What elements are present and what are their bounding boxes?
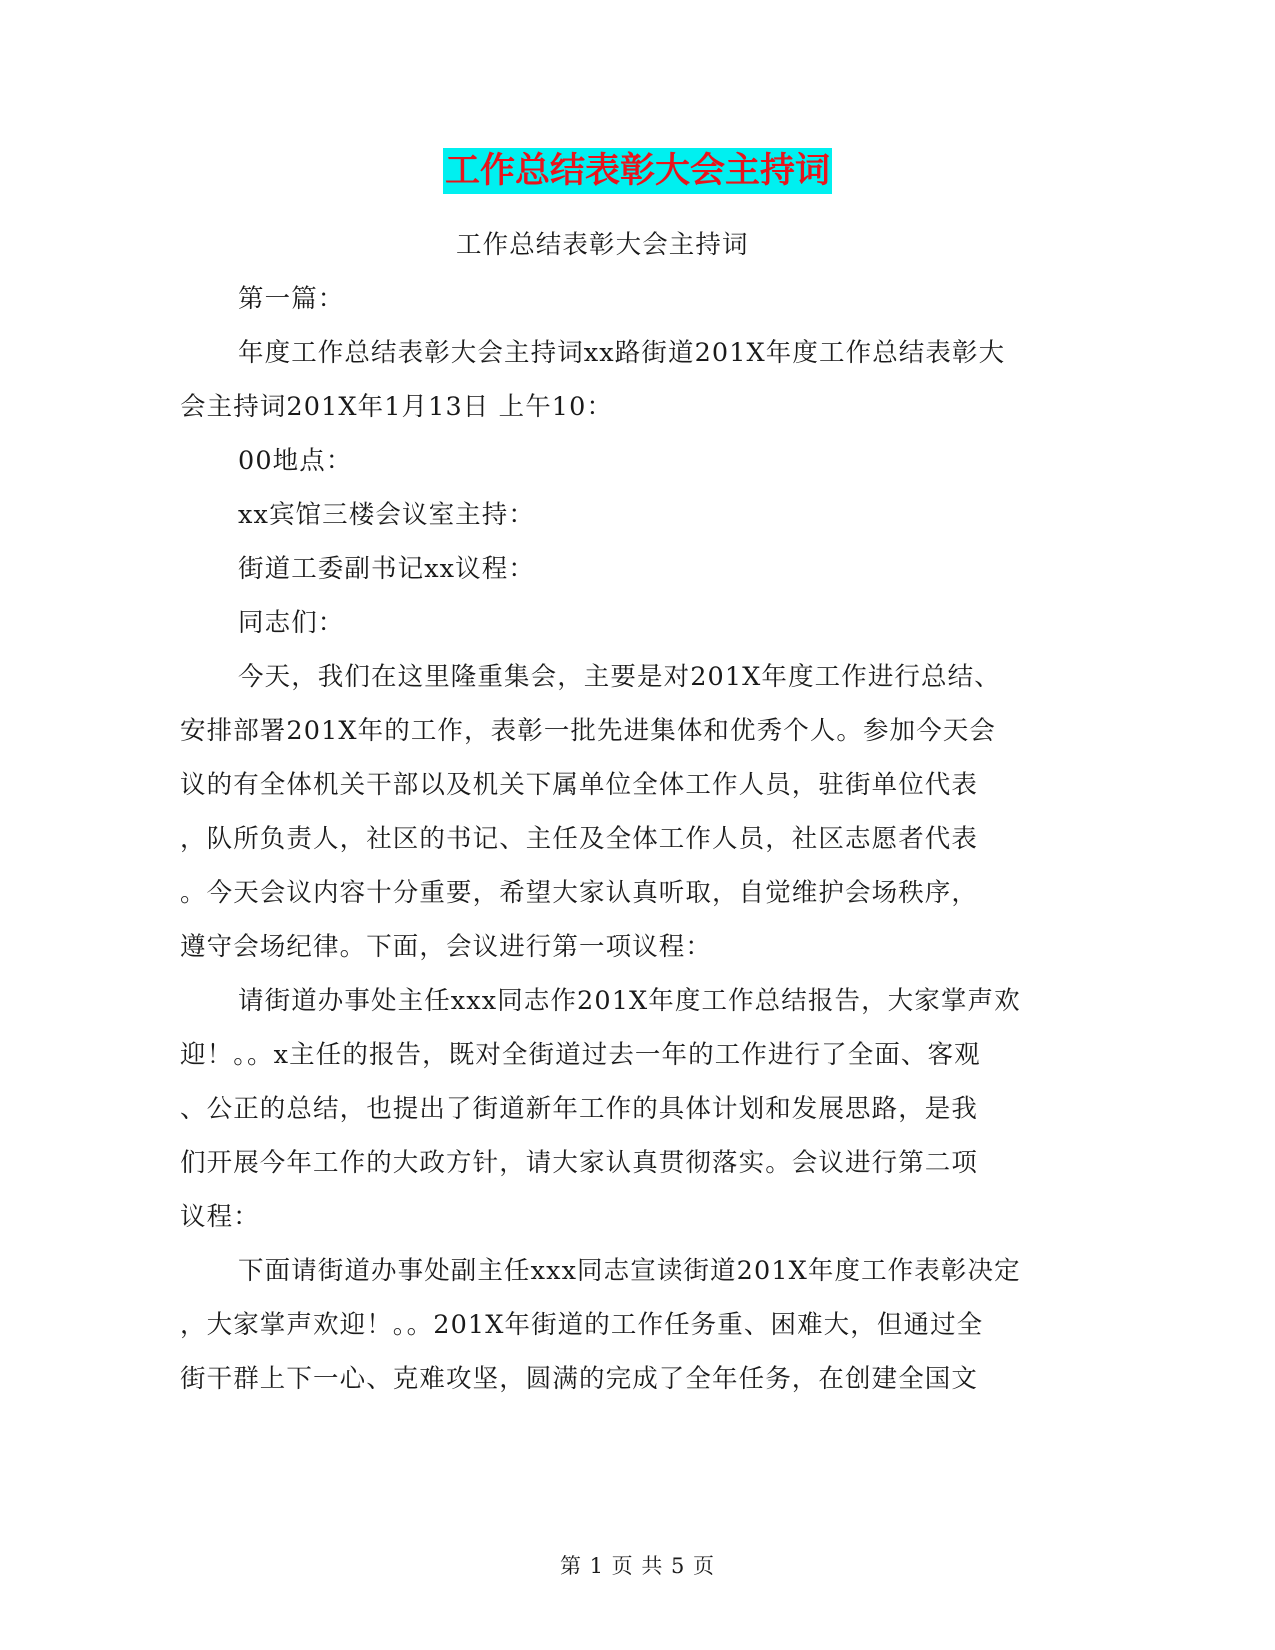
document-subtitle: 工作总结表彰大会主持词 xyxy=(456,230,749,260)
text-line: 下面请街道办事处副主任xxx同志宣读街道201X年度工作表彰决定 xyxy=(238,1256,1021,1286)
text-line: ，队所负责人，社区的书记、主任及全体工作人员，社区志愿者代表 xyxy=(180,824,979,854)
page-footer: 第 1 页 共 5 页 xyxy=(559,1554,716,1578)
text-line: 们开展今年工作的大政方针，请大家认真贯彻落实。会议进行第二项 xyxy=(180,1148,979,1178)
text-line: 。今天会议内容十分重要，希望大家认真听取，自觉维护会场秩序， xyxy=(180,878,979,908)
text-line: 街道工委副书记xx议程： xyxy=(238,554,535,584)
text-line: 议的有全体机关干部以及机关下属单位全体工作人员，驻街单位代表 xyxy=(180,770,979,800)
document-heading: 工作总结表彰大会主持词 xyxy=(443,148,832,194)
text-line: 请街道办事处主任xxx同志作201X年度工作总结报告，大家掌声欢 xyxy=(238,986,1021,1016)
text-line: 同志们： xyxy=(238,608,345,638)
text-line: 遵守会场纪律。下面，会议进行第一项议程： xyxy=(180,932,713,962)
text-line: 会主持词201X年1月13日 上午10： xyxy=(180,392,614,422)
text-line: 安排部署201X年的工作，表彰一批先进集体和优秀个人。参加今天会 xyxy=(180,716,997,746)
text-line: 第一篇： xyxy=(238,284,345,314)
text-line: 、公正的总结，也提出了街道新年工作的具体计划和发展思路，是我 xyxy=(180,1094,979,1124)
text-line: 迎！。。x主任的报告，既对全街道过去一年的工作进行了全面、客观 xyxy=(180,1040,981,1070)
text-line: xx宾馆三楼会议室主持： xyxy=(238,500,535,530)
text-line: 街干群上下一心、克难攻坚，圆满的完成了全年任务，在创建全国文 xyxy=(180,1364,979,1394)
text-line: ，大家掌声欢迎！。。201X年街道的工作任务重、困难大，但通过全 xyxy=(180,1310,984,1340)
text-line: 00地点： xyxy=(238,446,353,476)
text-line: 年度工作总结表彰大会主持词xx路街道201X年度工作总结表彰大 xyxy=(238,338,1006,368)
heading-container xyxy=(0,148,1275,194)
text-line: 今天，我们在这里隆重集会，主要是对201X年度工作进行总结、 xyxy=(238,662,1001,692)
text-line: 议程： xyxy=(180,1202,260,1232)
